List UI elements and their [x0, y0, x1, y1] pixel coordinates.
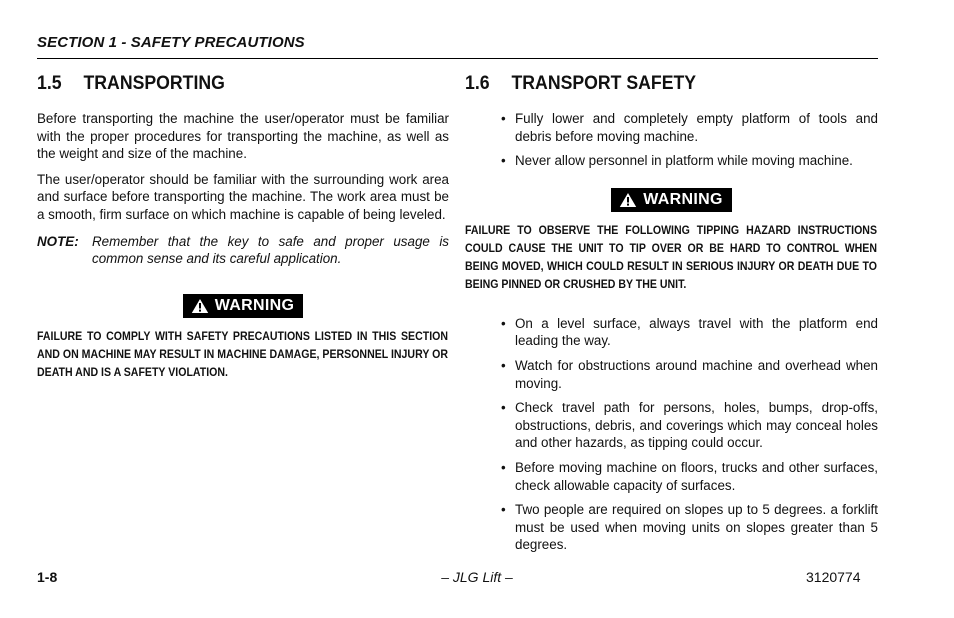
- list-item: • Two people are required on slopes up to 5 degrees. a forklift must be used when moving units on slopes greater than 5 degrees.: [465, 501, 878, 554]
- page-number: 1-8: [37, 569, 58, 585]
- section-header: SECTION 1 - SAFETY PRECAUTIONS: [37, 34, 305, 51]
- list-item: • Check travel path for persons, holes, bumps, drop-offs, obstructions, debris, and coverings which may conceal holes and other hazards, as tipping could occur.: [465, 399, 878, 452]
- list-item: • On a level surface, always travel with the platform end leading the way.: [465, 315, 878, 350]
- section-heading-transport-safety: [465, 72, 849, 96]
- list-item: • Fully lower and completely empty platform of tools and debris before moving machine.: [465, 110, 878, 145]
- warning-triangle-icon: [619, 192, 637, 208]
- warning-triangle-icon: [191, 298, 209, 314]
- document-number: 3120774: [806, 569, 861, 585]
- warning-text: FAILURE TO OBSERVE THE FOLLOWING TIPPING HAZARD INSTRUCTIONS COULD CAUSE THE UNIT TO TIP OVER OR BE HARD TO CONTROL WHEN BEING MOVED, WHICH COULD RESULT IN SERIOUS INJURY OR DEATH DUE TO BEING PINNED OR CRUSHED BY THE UNIT.: [465, 222, 878, 291]
- warning-badge: [183, 294, 303, 318]
- right-column: [465, 72, 878, 561]
- note-label: NOTE:: [37, 233, 79, 249]
- paragraph: The user/operator should be familiar with the surrounding work area and surface before transporting the machine. The work area must be a smooth, firm surface on which machine is capable of being leveled.: [37, 171, 449, 222]
- list-item: • Watch for obstructions around machine and overhead when moving.: [465, 357, 878, 392]
- heading-number: 1.5: [37, 73, 62, 94]
- note: [37, 233, 449, 268]
- bullet-list: [465, 110, 878, 170]
- left-column: [37, 72, 449, 381]
- warning-box: [465, 188, 878, 213]
- footer-center-text: – JLG Lift –: [441, 569, 513, 585]
- heading-title: TRANSPORTING: [83, 73, 225, 94]
- section-heading-transporting: [37, 72, 420, 96]
- warning-label: WARNING: [214, 296, 295, 314]
- header-rule: [37, 58, 878, 59]
- warning-badge: [611, 188, 731, 212]
- heading-number: 1.6: [465, 73, 490, 94]
- list-item: • Never allow personnel in platform while moving machine.: [465, 152, 878, 170]
- warning-box: [37, 294, 449, 319]
- heading-title: TRANSPORT SAFETY: [511, 73, 697, 94]
- warning-label: WARNING: [643, 190, 723, 208]
- warning-text: FAILURE TO COMPLY WITH SAFETY PRECAUTIONS LISTED IN THIS SECTION AND ON MACHINE MAY RESULT IN MACHINE DAMAGE, PERSONNEL INJURY OR DEATH AND IS A SAFETY VIOLATION.: [37, 328, 448, 379]
- paragraph: Before transporting the machine the user/operator must be familiar with the proper procedures for transporting the machine, as well as the weight and size of the machine.: [37, 111, 449, 162]
- list-item: • Before moving machine on floors, trucks and other surfaces, check allowable capacity of surfaces.: [465, 459, 878, 494]
- bullet-list: [465, 315, 878, 554]
- note-text: Remember that the key to safe and proper usage is common sense and its careful application.: [92, 233, 449, 267]
